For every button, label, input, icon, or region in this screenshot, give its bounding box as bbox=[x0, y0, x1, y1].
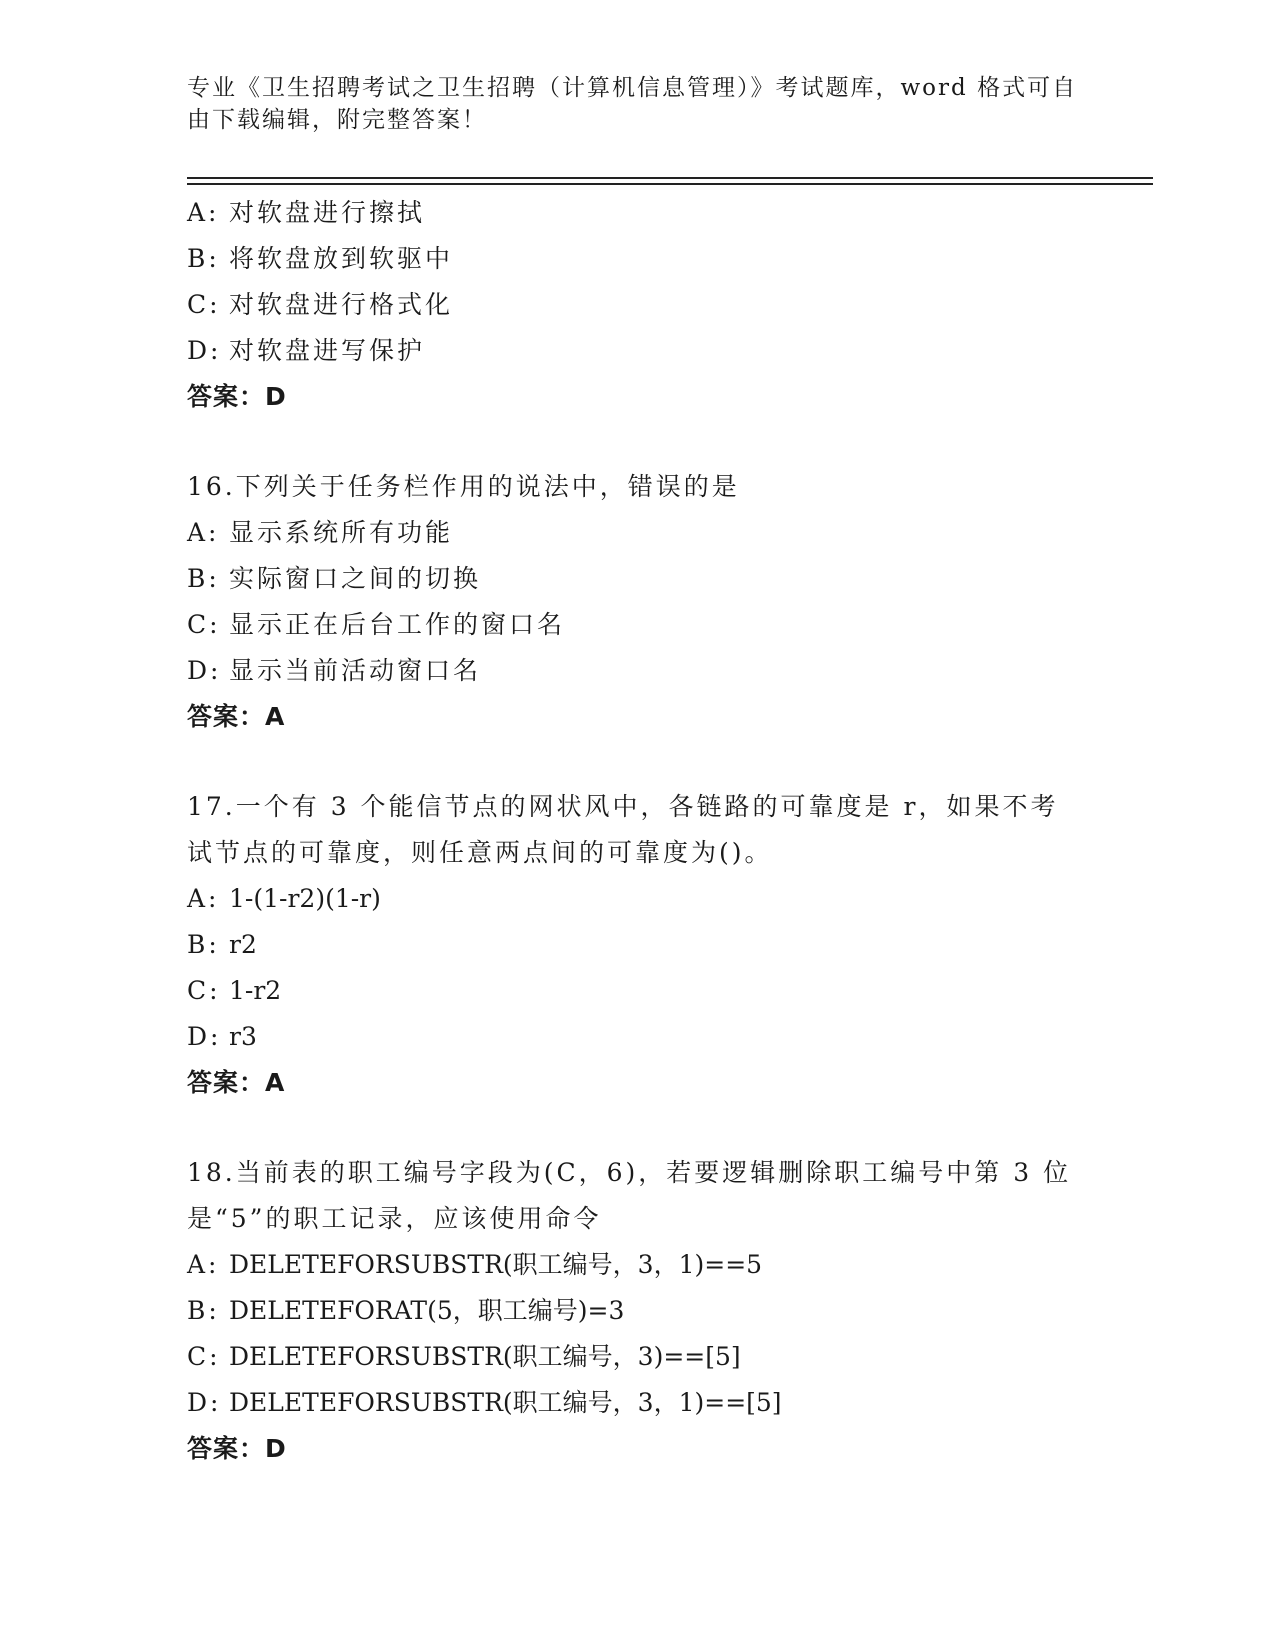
option-label: A: bbox=[187, 1250, 220, 1279]
option-label: C: bbox=[187, 610, 221, 639]
option-b bbox=[187, 1288, 1107, 1334]
option-c bbox=[187, 282, 1107, 328]
option-a bbox=[187, 190, 1107, 236]
option-label: B: bbox=[187, 244, 220, 273]
option-label: B: bbox=[187, 930, 220, 959]
spacer bbox=[187, 1106, 1107, 1150]
option-label: C: bbox=[187, 976, 221, 1005]
option-text: 显示正在后台工作的窗口名 bbox=[229, 610, 566, 639]
option-text: 1-(1-r2)(1-r) bbox=[229, 884, 381, 913]
option-label: A: bbox=[187, 198, 220, 227]
header-divider-bottom bbox=[187, 183, 1153, 185]
header-line-2: 由下载编辑，附完整答案！ bbox=[187, 107, 487, 133]
option-d bbox=[187, 648, 1107, 694]
option-label: C: bbox=[187, 1342, 221, 1371]
question-17 bbox=[187, 784, 1107, 1106]
document-header bbox=[187, 72, 1087, 136]
question-line: 18.当前表的职工编号字段为(C，6)，若要逻辑删除职工编号中第 3 位 bbox=[187, 1158, 1072, 1187]
option-text: 实际窗口之间的切换 bbox=[229, 564, 482, 593]
option-a bbox=[187, 510, 1107, 556]
option-a bbox=[187, 876, 1107, 922]
question-text bbox=[187, 464, 1107, 510]
spacer bbox=[187, 420, 1107, 464]
question-line: 是“5”的职工记录，应该使用命令 bbox=[187, 1204, 602, 1233]
option-label: D: bbox=[187, 656, 222, 685]
option-text: 将软盘放到软驱中 bbox=[229, 244, 454, 273]
question-15-continuation bbox=[187, 190, 1107, 420]
option-text: 1-r2 bbox=[229, 976, 282, 1005]
answer-line: 答案：A bbox=[187, 1068, 286, 1097]
header-line-1: 专业《卫生招聘考试之卫生招聘（计算机信息管理）》考试题库，word 格式可自 bbox=[187, 75, 1078, 101]
option-text: 对软盘进行擦拭 bbox=[229, 198, 426, 227]
question-line: 16.下列关于任务栏作用的说法中，错误的是 bbox=[187, 472, 740, 501]
option-c bbox=[187, 602, 1107, 648]
option-label: A: bbox=[187, 884, 220, 913]
option-text: 对软盘进行格式化 bbox=[229, 290, 454, 319]
option-label: D: bbox=[187, 336, 222, 365]
question-text bbox=[187, 1150, 1107, 1242]
option-d bbox=[187, 328, 1107, 374]
option-d bbox=[187, 1380, 1107, 1426]
option-label: B: bbox=[187, 564, 220, 593]
option-text: r2 bbox=[229, 930, 257, 959]
option-label: C: bbox=[187, 290, 221, 319]
option-b bbox=[187, 556, 1107, 602]
option-label: A: bbox=[187, 518, 220, 547]
option-c bbox=[187, 1334, 1107, 1380]
option-b bbox=[187, 236, 1107, 282]
option-text: DELETEFORSUBSTR(职工编号，3，1)==[5] bbox=[229, 1388, 782, 1417]
option-text: 对软盘进写保护 bbox=[229, 336, 426, 365]
question-line: 试节点的可靠度，则任意两点间的可靠度为()。 bbox=[187, 838, 773, 867]
answer-line: 答案：A bbox=[187, 702, 286, 731]
question-text bbox=[187, 784, 1107, 876]
question-18 bbox=[187, 1150, 1107, 1472]
option-d bbox=[187, 1014, 1107, 1060]
option-label: D: bbox=[187, 1388, 222, 1417]
document-body bbox=[187, 190, 1107, 1472]
option-text: DELETEFORSUBSTR(职工编号，3，1)==5 bbox=[229, 1250, 763, 1279]
option-text: DELETEFORAT(5，职工编号)=3 bbox=[229, 1296, 625, 1325]
answer-line: 答案：D bbox=[187, 1434, 287, 1463]
option-label: D: bbox=[187, 1022, 222, 1051]
spacer bbox=[187, 740, 1107, 784]
option-text: 显示当前活动窗口名 bbox=[229, 656, 482, 685]
option-text: r3 bbox=[229, 1022, 257, 1051]
option-c bbox=[187, 968, 1107, 1014]
answer-line: 答案：D bbox=[187, 382, 287, 411]
header-divider-top bbox=[187, 177, 1153, 179]
question-16 bbox=[187, 464, 1107, 740]
option-text: 显示系统所有功能 bbox=[229, 518, 454, 547]
option-label: B: bbox=[187, 1296, 220, 1325]
option-b bbox=[187, 922, 1107, 968]
option-a bbox=[187, 1242, 1107, 1288]
option-text: DELETEFORSUBSTR(职工编号，3)==[5] bbox=[229, 1342, 741, 1371]
question-line: 17.一个有 3 个能信节点的网状风中，各链路的可靠度是 r，如果不考 bbox=[187, 792, 1059, 821]
